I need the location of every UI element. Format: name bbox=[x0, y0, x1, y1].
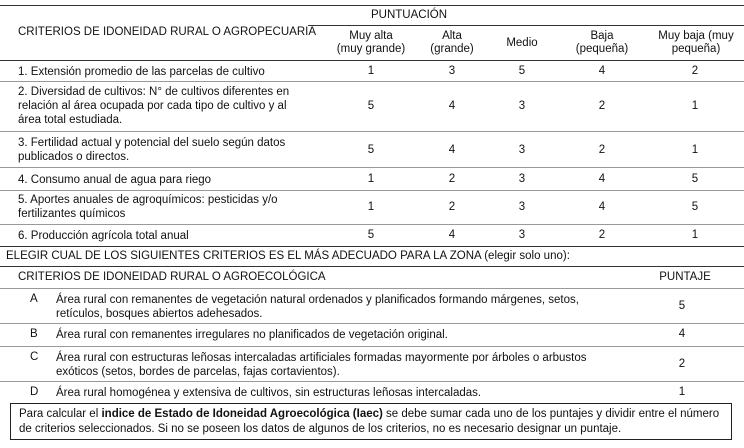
column-header-line: Baja bbox=[590, 30, 614, 42]
score-cell: 2 bbox=[691, 65, 699, 77]
note-text: se debe sumar cada uno de los puntajes y dividir entre el número de criterios seleccionados. Si no se poseen los datos de algunos de los criterios, no es necesario designar un puntaje. bbox=[19, 408, 720, 435]
column-header-line: (pequeña) bbox=[575, 43, 629, 55]
column-header-medio bbox=[482, 28, 562, 58]
option-score: 4 bbox=[678, 328, 686, 340]
table2-score-header: PUNTAJE bbox=[659, 271, 711, 283]
note-text: Para calcular el bbox=[19, 408, 102, 420]
score-header: PUNTUACIÓN bbox=[370, 9, 448, 21]
column-header-line: (grande) bbox=[430, 43, 474, 55]
option-letter: C bbox=[30, 351, 39, 363]
criterion-row-6: 6. Producción agrícola total anual bbox=[18, 230, 189, 242]
table2-header-rule bbox=[0, 288, 744, 289]
score-cell: 4 bbox=[598, 65, 606, 77]
table1-title: CRITERIOS DE IDONEIDAD RURAL O AGROPECUARIA bbox=[18, 26, 316, 38]
score-cell: 1 bbox=[691, 144, 699, 156]
score-cell: 4 bbox=[598, 173, 606, 185]
score-cell: 5 bbox=[367, 144, 375, 156]
table1-bottom-rule bbox=[0, 246, 744, 247]
option-score: 1 bbox=[678, 386, 686, 398]
top-rule bbox=[0, 5, 744, 6]
column-header-line: Muy baja (muy bbox=[658, 30, 734, 42]
score-header-rule bbox=[308, 25, 744, 26]
score-cell: 5 bbox=[691, 173, 699, 185]
score-cell: 5 bbox=[518, 65, 526, 77]
score-cell: 1 bbox=[691, 100, 699, 112]
criterion-row-3: 3. Fertilidad actual y potencial del suelo según datos publicados o directos. bbox=[18, 137, 286, 163]
score-cell: 2 bbox=[598, 100, 606, 112]
option-letter: B bbox=[30, 328, 38, 340]
option-d-label: Área rural homogénea y extensiva de cultivos, sin estructuras leñosas intercaladas. bbox=[56, 387, 482, 399]
criterion-row-5: 5. Aportes anuales de agroquímicos: pesticidas y/o fertilizantes químicos bbox=[18, 194, 278, 220]
row-divider bbox=[0, 323, 744, 324]
score-cell: 2 bbox=[448, 201, 456, 213]
column-header-line: Muy alta bbox=[349, 30, 393, 42]
column-header-line: Alta bbox=[442, 30, 462, 42]
calculation-note bbox=[10, 403, 732, 440]
score-cell: 2 bbox=[448, 173, 456, 185]
score-cell: 1 bbox=[691, 229, 699, 241]
option-letter: A bbox=[30, 293, 38, 305]
column-header-line: pequeña) bbox=[671, 43, 721, 55]
score-cell: 4 bbox=[448, 100, 456, 112]
row-divider bbox=[0, 81, 744, 82]
instruction-text: ELEGIR CUAL DE LOS SIGUIENTES CRITERIOS ES EL MÁS ADECUADO PARA LA ZONA (elegir solo uno): bbox=[6, 250, 570, 262]
score-cell: 4 bbox=[598, 201, 606, 213]
score-cell: 3 bbox=[518, 100, 526, 112]
column-header-muy-alta bbox=[331, 28, 411, 58]
score-cell: 4 bbox=[448, 144, 456, 156]
row-divider bbox=[0, 190, 744, 191]
score-cell: 4 bbox=[448, 229, 456, 241]
row-divider bbox=[0, 224, 744, 225]
option-a-label: Área rural con remanentes de vegetación natural ordenados y planificados formando márgenes, setos, retículos, bosques abiertos adehesados. bbox=[56, 294, 579, 320]
instruction-rule bbox=[0, 266, 744, 267]
score-cell: 3 bbox=[448, 65, 456, 77]
score-cell: 1 bbox=[367, 201, 375, 213]
score-cell: 3 bbox=[518, 173, 526, 185]
option-c-label: Área rural con estructuras leñosas intercaladas artificiales formadas mayormente por árboles o arbustos exóticos (setos, bordes de parcelas, fajas cortavientos). bbox=[56, 352, 587, 378]
row-divider bbox=[0, 381, 744, 382]
score-cell: 3 bbox=[518, 229, 526, 241]
criterion-row-2: 2. Diversidad de cultivos: N° de cultivos diferentes en relación al área ocupada por cada tipo de cultivo y al área total estudiada. bbox=[18, 86, 290, 126]
score-cell: 5 bbox=[691, 201, 699, 213]
score-cell: 5 bbox=[367, 229, 375, 241]
option-letter: D bbox=[30, 386, 39, 398]
header-rule bbox=[0, 60, 744, 61]
column-header-alta bbox=[412, 28, 492, 58]
row-divider bbox=[0, 167, 744, 168]
column-header-muy-baja bbox=[650, 28, 742, 58]
row-divider bbox=[0, 346, 744, 347]
score-cell: 5 bbox=[367, 100, 375, 112]
score-cell: 3 bbox=[518, 201, 526, 213]
score-cell: 2 bbox=[598, 229, 606, 241]
column-header-line: Medio bbox=[506, 36, 538, 49]
option-score: 5 bbox=[678, 300, 686, 312]
note-index-name: indice de Estado de Idoneidad Agroecológica (Iaec) bbox=[101, 408, 383, 420]
option-b-label: Área rural con remanentes irregulares no planificados de vegetación original. bbox=[56, 329, 448, 341]
score-cell: 2 bbox=[598, 144, 606, 156]
criterion-row-4: 4. Consumo anual de agua para riego bbox=[18, 174, 212, 186]
option-score: 2 bbox=[678, 358, 686, 370]
row-divider bbox=[0, 131, 744, 132]
criterion-row-1: 1. Extensión promedio de las parcelas de cultivo bbox=[18, 66, 265, 78]
table2-title: CRITERIOS DE IDONEIDAD RURAL O AGROECOLÓGICA bbox=[18, 271, 326, 283]
score-cell: 3 bbox=[518, 144, 526, 156]
score-cell: 1 bbox=[367, 65, 375, 77]
score-cell: 1 bbox=[367, 173, 375, 185]
column-header-baja bbox=[562, 28, 642, 58]
column-header-line: (muy grande) bbox=[336, 43, 406, 55]
